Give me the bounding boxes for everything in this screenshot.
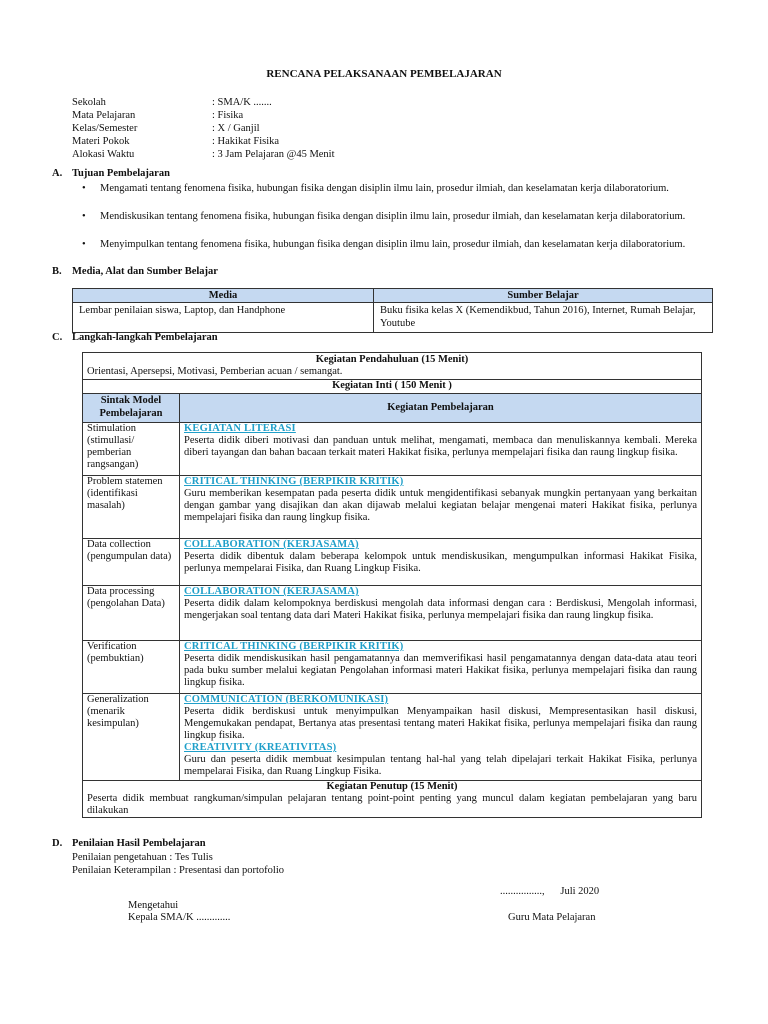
critical-thinking-heading: CRITICAL THINKING (BERPIKIR KRITIK) xyxy=(184,476,404,487)
section-d-title: Penilaian Hasil Pembelajaran xyxy=(72,838,206,849)
kegiatan-cell xyxy=(180,539,702,586)
objective-item xyxy=(82,182,712,195)
objective-text: Menyimpulkan tentang fenomena fisika, hubungan fisika dengan disiplin ilmu lain, prosedur ilmiah, dan keselamatan kerja dilaboratorium. xyxy=(100,239,686,250)
inti-title: Kegiatan Inti ( 150 Menit ) xyxy=(83,380,702,394)
page-title: RENCANA PELAKSANAAN PEMBELAJARAN xyxy=(266,68,502,80)
info-value: : 3 Jam Pelajaran @45 Menit xyxy=(212,149,335,160)
info-value: : Hakikat Fisika xyxy=(212,136,280,147)
kegiatan-text: Peserta didik dibentuk dalam beberapa kelompok untuk mendiskusikan, mengumpulkan informasi Hakikat Fisika, perlunya mempelarai Fisika, dan Ruang Lingkup Fisika. xyxy=(184,551,697,574)
media-header: Media xyxy=(73,289,374,303)
sumber-belajar-value: Buku fisika kelas X (Kemendikbud, Tahun 2016), Internet, Rumah Belajar, Youtube xyxy=(374,303,713,333)
table-row xyxy=(83,641,702,694)
section-c-letter: C. xyxy=(52,332,63,343)
sintak-stimulation: Stimulation (stimullasi/ pemberian rangsangan) xyxy=(83,423,180,476)
sintak-data-processing: Data processing (pengolahan Data) xyxy=(83,586,180,641)
info-value: : SMA/K ....... xyxy=(212,97,272,108)
mengetahui-label: Mengetahui xyxy=(128,900,179,911)
pendahuluan-title: Kegiatan Pendahuluan (15 Menit) xyxy=(315,354,469,365)
info-value: : X / Ganjil xyxy=(212,123,260,134)
penilaian-keterampilan: Penilaian Keterampilan : Presentasi dan portofolio xyxy=(72,865,284,876)
pendahuluan-text: Orientasi, Apersepsi, Motivasi, Pemberian acuan / semangat. xyxy=(87,366,343,377)
section-b-title: Media, Alat dan Sumber Belajar xyxy=(72,266,218,277)
section-a-letter: A. xyxy=(52,168,63,179)
bullet-icon: • xyxy=(82,239,86,250)
kegiatan-text: Peserta didik mendiskusikan hasil pengamatannya dan memverifikasi hasil pengamatannya dengan data-data atau teori pada buku sumber melalui kegiatan Pengolahan informasi materi Hakikat fisika, perlunya mempelajari fisika dan raung lingkup fisika. xyxy=(184,653,697,688)
penutup-text: Peserta didik membuat rangkuman/simpulan pelajaran tentang point-point penting yang muncul dalam kegiatan pembelajaran yang baru dilakukan xyxy=(87,793,697,816)
section-c-title: Langkah-langkah Pembelajaran xyxy=(72,332,218,343)
info-label: Alokasi Waktu xyxy=(72,149,135,160)
section-a-title: Tujuan Pembelajaran xyxy=(72,168,170,179)
kepala-sekolah-label: Kepala SMA/K ............. xyxy=(128,912,231,923)
sumber-belajar-header: Sumber Belajar xyxy=(374,289,713,303)
info-label: Kelas/Semester xyxy=(72,123,138,134)
kegiatan-text: Peserta didik dalam kelompoknya berdiskusi mengolah data informasi dengan cara : Berdiskusi, Mengolah informasi, mengerjakan soal tentang data dari Materi Hakikat fisika, perlunya mempelajari fisika dan raung lingkup fisika. xyxy=(184,598,697,621)
penilaian-pengetahuan: Penilaian pengetahuan : Tes Tulis xyxy=(72,852,213,863)
kegiatan-text: Peserta didik diberi motivasi dan panduan untuk melihat, mengamati, membaca dan menuliskannya kembali. Mereka diberi tayangan dan bahan bacaan terkait materi Hakikat fisika, perlunya mempelajari fisika dan raung lingkup fisika. xyxy=(184,435,697,458)
info-label: Mata Pelajaran xyxy=(72,110,136,121)
sintak-generalization: Generalization (menarik kesimpulan) xyxy=(83,694,180,781)
objective-text: Mengamati tentang fenomena fisika, hubungan fisika dengan disiplin ilmu lain, prosedur ilmiah, dan keselamatan kerja dilaboratorium. xyxy=(100,183,669,194)
pendahuluan-cell xyxy=(83,353,702,380)
sintak-data-collection: Data collection (pengumpulan data) xyxy=(83,539,180,586)
section-d-letter: D. xyxy=(52,838,63,849)
sintak-header: Sintak Model Pembelajaran xyxy=(83,394,180,423)
collaboration-heading: COLLABORATION (KERJASAMA) xyxy=(184,539,359,550)
penutup-cell xyxy=(83,781,702,818)
learning-steps-table xyxy=(82,352,702,818)
penutup-title: Kegiatan Penutup (15 Menit) xyxy=(326,781,458,792)
critical-thinking-heading: CRITICAL THINKING (BERPIKIR KRITIK) xyxy=(184,641,404,652)
table-row xyxy=(83,423,702,476)
signature-date: ................, Juli 2020 xyxy=(500,886,600,897)
info-label: Sekolah xyxy=(72,97,106,108)
kegiatan-cell xyxy=(180,641,702,694)
table-row xyxy=(83,694,702,781)
info-value: : Fisika xyxy=(212,110,244,121)
table-row xyxy=(83,476,702,539)
kegiatan-text: Guru dan peserta didik membuat kesimpulan tentang hal-hal yang telah dipelajari terkait Hakikat Fisika, perlunya mempelarai Fisika, dan Ruang Lingkup Fisika. xyxy=(184,754,697,777)
kegiatan-literasi-heading: KEGIATAN LITERASI xyxy=(184,423,296,434)
table-row xyxy=(83,586,702,641)
kegiatan-text: Guru memberikan kesempatan pada peserta didik untuk mengidentifikasi sebanyak mungkin pertanyaan yang berkaitan dengan gambar yang disajikan dan akan dijawab melalui kegiatan belajar mengenai materi Hakikat fisika, perlunya mempelajari fisika dan raung lingkup fisika. xyxy=(184,488,697,523)
bullet-icon: • xyxy=(82,211,86,222)
collaboration-heading: COLLABORATION (KERJASAMA) xyxy=(184,586,359,597)
media-table xyxy=(72,288,713,333)
section-b-letter: B. xyxy=(52,266,62,277)
kegiatan-header: Kegiatan Pembelajaran xyxy=(180,394,702,423)
kegiatan-cell xyxy=(180,586,702,641)
table-row xyxy=(83,539,702,586)
objective-item xyxy=(82,210,712,223)
bullet-icon: • xyxy=(82,183,86,194)
sintak-problem-statemen: Problem statemen (identifikasi masalah) xyxy=(83,476,180,539)
sintak-verification: Verification (pembuktian) xyxy=(83,641,180,694)
info-label: Materi Pokok xyxy=(72,136,130,147)
media-value: Lembar penilaian siswa, Laptop, dan Handphone xyxy=(73,303,374,333)
communication-heading: COMMUNICATION (BERKOMUNIKASI) xyxy=(184,694,389,705)
kegiatan-text: Peserta didik berdiskusi untuk menyimpulkan Menyampaikan hasil diskusi, Mempresentasikan hasil diskusi, Mengemukakan pendapat, Bertanya atas presentasi tentang materi Hakikat fisika, perlunya mempelajari fisika dan raung lingkup fisika. xyxy=(184,706,697,741)
objective-item xyxy=(82,238,712,251)
kegiatan-cell xyxy=(180,423,702,476)
objective-text: Mendiskusikan tentang fenomena fisika, hubungan fisika dengan disiplin ilmu lain, prosedur ilmiah, dan keselamatan kerja dilaboratorium. xyxy=(100,211,686,222)
kegiatan-cell xyxy=(180,694,702,781)
kegiatan-cell xyxy=(180,476,702,539)
creativity-heading: CREATIVITY (KREATIVITAS) xyxy=(184,742,337,753)
guru-label: Guru Mata Pelajaran xyxy=(508,912,596,923)
